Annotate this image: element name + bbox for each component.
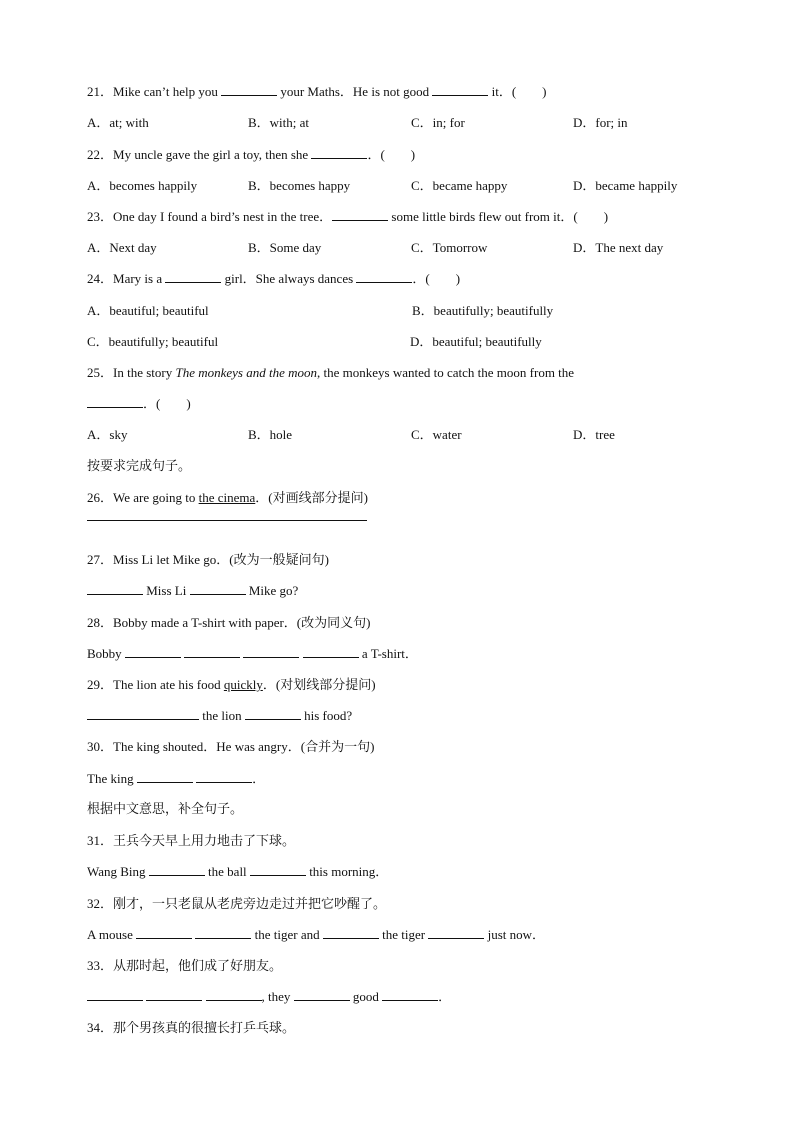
answer-blank[interactable] xyxy=(250,863,306,876)
question-text: In the story xyxy=(113,365,176,380)
answer-blank[interactable] xyxy=(243,645,299,658)
answer-text: ． xyxy=(438,989,452,1004)
option-b[interactable]: B．beautifully; beautifully xyxy=(412,303,554,318)
answer-text: the tiger and xyxy=(251,927,323,942)
answer-blank[interactable] xyxy=(332,208,388,221)
answer-33 xyxy=(87,988,451,1006)
answer-text: his food? xyxy=(300,708,353,723)
question-number: 34． xyxy=(87,1020,114,1035)
question-34 xyxy=(87,1019,295,1038)
answer-line[interactable] xyxy=(87,520,367,521)
question-text: The lion ate his food xyxy=(113,677,224,692)
option-c[interactable]: C．became happy xyxy=(411,178,508,193)
question-number: 21． xyxy=(87,84,114,99)
answer-text: , they xyxy=(261,989,294,1004)
question-text: it．( ) xyxy=(488,84,547,99)
option-a[interactable]: A．becomes happily xyxy=(87,178,198,193)
answer-blank[interactable] xyxy=(311,146,367,159)
answer-blank[interactable] xyxy=(206,988,262,1001)
answer-blank[interactable] xyxy=(190,582,246,595)
answer-29 xyxy=(87,707,352,725)
underlined-word: quickly xyxy=(223,677,263,692)
answer-text: this morning． xyxy=(305,864,389,879)
underlined-phrase: the cinema xyxy=(198,490,256,505)
question-text: 那个男孩真的很擅长打乒乓球。 xyxy=(113,1021,296,1036)
question-number: 31． xyxy=(87,833,114,848)
question-31 xyxy=(87,832,295,851)
question-number: 24． xyxy=(87,271,114,286)
question-32 xyxy=(87,895,386,914)
answer-27 xyxy=(87,582,298,600)
option-d[interactable]: D．for; in xyxy=(573,115,628,130)
option-c[interactable]: C．in; for xyxy=(411,115,465,130)
option-a[interactable]: A．beautiful; beautiful xyxy=(87,303,209,318)
option-a[interactable]: A．at; with xyxy=(87,115,149,130)
question-number: 22． xyxy=(87,147,114,162)
question-number: 33． xyxy=(87,958,114,973)
option-a[interactable]: A．sky xyxy=(87,427,128,442)
answer-blank[interactable] xyxy=(165,270,221,283)
question-text: Bobby made a T-shirt with paper．(改为同义句) xyxy=(113,615,371,630)
option-b[interactable]: B．Some day xyxy=(248,240,322,255)
option-b[interactable]: B．becomes happy xyxy=(248,178,351,193)
story-title: The monkeys and the moon xyxy=(175,365,318,380)
question-number: 26． xyxy=(87,490,114,505)
option-d[interactable]: D．tree xyxy=(573,427,615,442)
answer-blank[interactable] xyxy=(303,645,359,658)
question-number: 30． xyxy=(87,739,114,754)
answer-28 xyxy=(87,645,418,663)
question-number: 29． xyxy=(87,677,114,692)
answer-blank[interactable] xyxy=(125,645,181,658)
question-22 xyxy=(87,146,415,164)
question-text: 王兵今天早上用力地击了下球。 xyxy=(113,834,296,849)
question-text: some little birds flew out from it．( ) xyxy=(388,209,609,224)
question-29 xyxy=(87,676,376,694)
answer-text: the tiger xyxy=(378,927,429,942)
question-text: ．( ) xyxy=(143,396,191,411)
answer-blank[interactable] xyxy=(221,83,277,96)
question-number: 25． xyxy=(87,365,114,380)
answer-text: a T-shirt． xyxy=(358,646,418,661)
answer-text: Wang Bing xyxy=(87,864,149,879)
question-33 xyxy=(87,957,282,976)
answer-text: Miss Li xyxy=(143,583,190,598)
answer-blank[interactable] xyxy=(184,645,240,658)
question-text: Miss Li let Mike go．(改为一般疑问句) xyxy=(113,552,329,567)
question-text: 从那时起，他们成了好朋友。 xyxy=(113,959,283,974)
answer-blank[interactable] xyxy=(356,270,412,283)
question-text: girl．She always dances xyxy=(221,271,357,286)
answer-blank[interactable] xyxy=(149,863,205,876)
answer-blank[interactable] xyxy=(87,988,143,1001)
answer-text: Mike go? xyxy=(245,583,299,598)
answer-blank[interactable] xyxy=(196,770,252,783)
question-text: your Maths．He is not good xyxy=(277,84,433,99)
answer-blank[interactable] xyxy=(87,395,143,408)
question-25 xyxy=(87,364,574,382)
option-d[interactable]: D．became happily xyxy=(573,178,678,193)
answer-blank[interactable] xyxy=(432,83,488,96)
question-26 xyxy=(87,489,368,507)
option-c[interactable]: C．water xyxy=(411,427,462,442)
question-text: Mike can’t help you xyxy=(113,84,222,99)
answer-text: The king xyxy=(87,771,137,786)
question-30 xyxy=(87,738,374,756)
answer-text: just now． xyxy=(484,927,545,942)
question-text: My uncle gave the girl a toy, then she xyxy=(113,147,312,162)
question-25-cont xyxy=(87,395,191,413)
answer-blank[interactable] xyxy=(382,988,438,1001)
answer-blank[interactable] xyxy=(87,582,143,595)
answer-blank[interactable] xyxy=(195,926,251,939)
question-number: 27． xyxy=(87,552,114,567)
answer-blank[interactable] xyxy=(146,988,202,1001)
answer-text: A mouse xyxy=(87,927,137,942)
question-number: 28． xyxy=(87,615,114,630)
option-b[interactable]: B．hole xyxy=(248,427,293,442)
question-number: 23． xyxy=(87,209,114,224)
answer-blank[interactable] xyxy=(137,770,193,783)
answer-text: the lion xyxy=(199,708,245,723)
question-text: One day I found a bird’s nest in the tree． xyxy=(113,209,333,224)
question-text: We are going to xyxy=(113,490,199,505)
question-23 xyxy=(87,208,608,226)
question-text: ．( ) xyxy=(367,147,416,162)
answer-blank[interactable] xyxy=(245,707,301,720)
section-heading: 按要求完成句子。 xyxy=(87,459,192,474)
answer-blank[interactable] xyxy=(323,926,379,939)
question-21 xyxy=(87,83,547,101)
option-c[interactable]: C．Tomorrow xyxy=(411,240,488,255)
answer-blank[interactable] xyxy=(428,926,484,939)
answer-30 xyxy=(87,770,265,788)
question-27 xyxy=(87,551,329,569)
option-d[interactable]: D．The next day xyxy=(573,240,664,255)
option-b[interactable]: B．with; at xyxy=(248,115,310,130)
option-a[interactable]: A．Next day xyxy=(87,240,157,255)
answer-text: ． xyxy=(252,771,266,786)
question-text: The king shouted．He was angry．(合并为一句) xyxy=(113,739,375,754)
option-d[interactable]: D．beautiful; beautifully xyxy=(410,334,542,349)
answer-blank[interactable] xyxy=(136,926,192,939)
question-text: Mary is a xyxy=(113,271,166,286)
question-text: , the monkeys wanted to catch the moon from the xyxy=(317,365,575,380)
section-heading: 根据中文意思，补全句子。 xyxy=(87,802,244,817)
question-text: ．(对画线部分提问) xyxy=(255,490,368,505)
question-text: 刚才，一只老鼠从老虎旁边走过并把它吵醒了。 xyxy=(113,897,387,912)
question-text: ．(对划线部分提问) xyxy=(262,677,376,692)
answer-31 xyxy=(87,863,388,881)
question-28 xyxy=(87,614,370,632)
answer-blank[interactable] xyxy=(87,707,199,720)
answer-blank[interactable] xyxy=(294,988,350,1001)
question-number: 32． xyxy=(87,896,114,911)
answer-text: good xyxy=(349,989,383,1004)
answer-text: Bobby xyxy=(87,646,125,661)
question-text: ．( ) xyxy=(412,271,461,286)
question-24 xyxy=(87,270,460,288)
option-c[interactable]: C．beautifully; beautiful xyxy=(87,334,219,349)
answer-32 xyxy=(87,926,545,944)
answer-text: the ball xyxy=(204,864,250,879)
